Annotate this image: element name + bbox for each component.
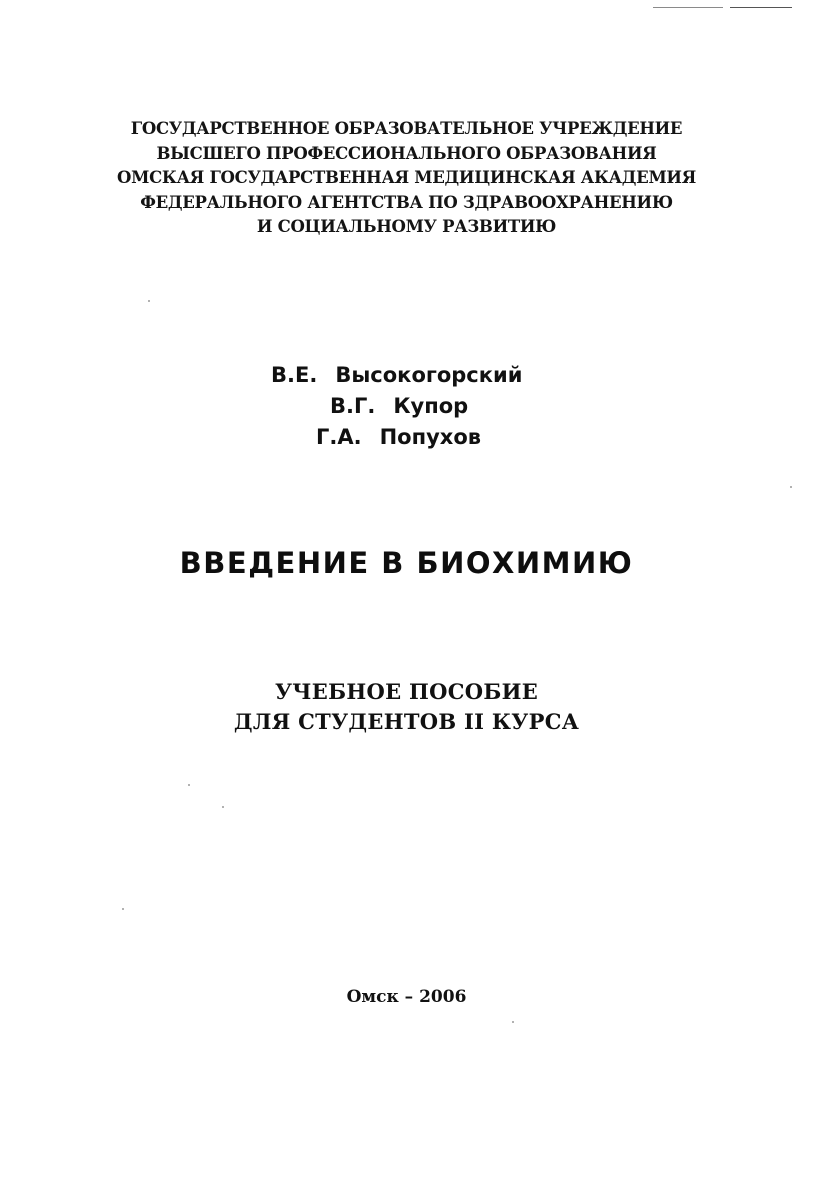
author-surname: Высокогорский [335,363,523,387]
scan-dust-speck [222,806,224,808]
institution-line: И СОЦИАЛЬНОМУ РАЗВИТИЮ [256,217,557,236]
institution-line: ВЫСШЕГО ПРОФЕССИОНАЛЬНОГО ОБРАЗОВАНИЯ [156,143,657,163]
institution-header [0,117,813,240]
author-initials: В.Г. [330,394,376,418]
institution-line: ФЕДЕРАЛЬНОГО АГЕНТСТВА ПО ЗДРАВООХРАНЕНИЮ [140,192,673,212]
institution-line: ОМСКАЯ ГОСУДАРСТВЕННАЯ МЕДИЦИНСКАЯ АКАДЕМИЯ [117,168,696,187]
scan-dust-speck [148,300,150,302]
author-entry [271,360,522,391]
book-title: ВВЕДЕНИЕ В БИОХИМИЮ [179,546,634,580]
author-surname: Попухов [379,425,482,449]
author-entry [316,422,481,453]
scan-edge-line [730,7,792,8]
scan-dust-speck [122,908,124,910]
book-subtitle [0,677,813,737]
author-surname: Купор [393,394,469,418]
author-initials: Г.А. [316,425,362,449]
scan-dust-speck [790,486,792,488]
author-initials: В.Е. [271,363,318,387]
subtitle-line: УЧЕБНОЕ ПОСОБИЕ [274,679,539,704]
scan-dust-speck [188,784,190,786]
subtitle-line: ДЛЯ СТУДЕНТОВ II КУРСА [233,709,580,734]
scan-edge-line [653,7,723,8]
scan-dust-speck [512,1021,514,1023]
imprint-city-year: Омск – 2006 [346,987,467,1007]
author-entry [330,391,468,422]
institution-line: ГОСУДАРСТВЕННОЕ ОБРАЗОВАТЕЛЬНОЕ УЧРЕЖДЕНИЕ [130,119,683,138]
